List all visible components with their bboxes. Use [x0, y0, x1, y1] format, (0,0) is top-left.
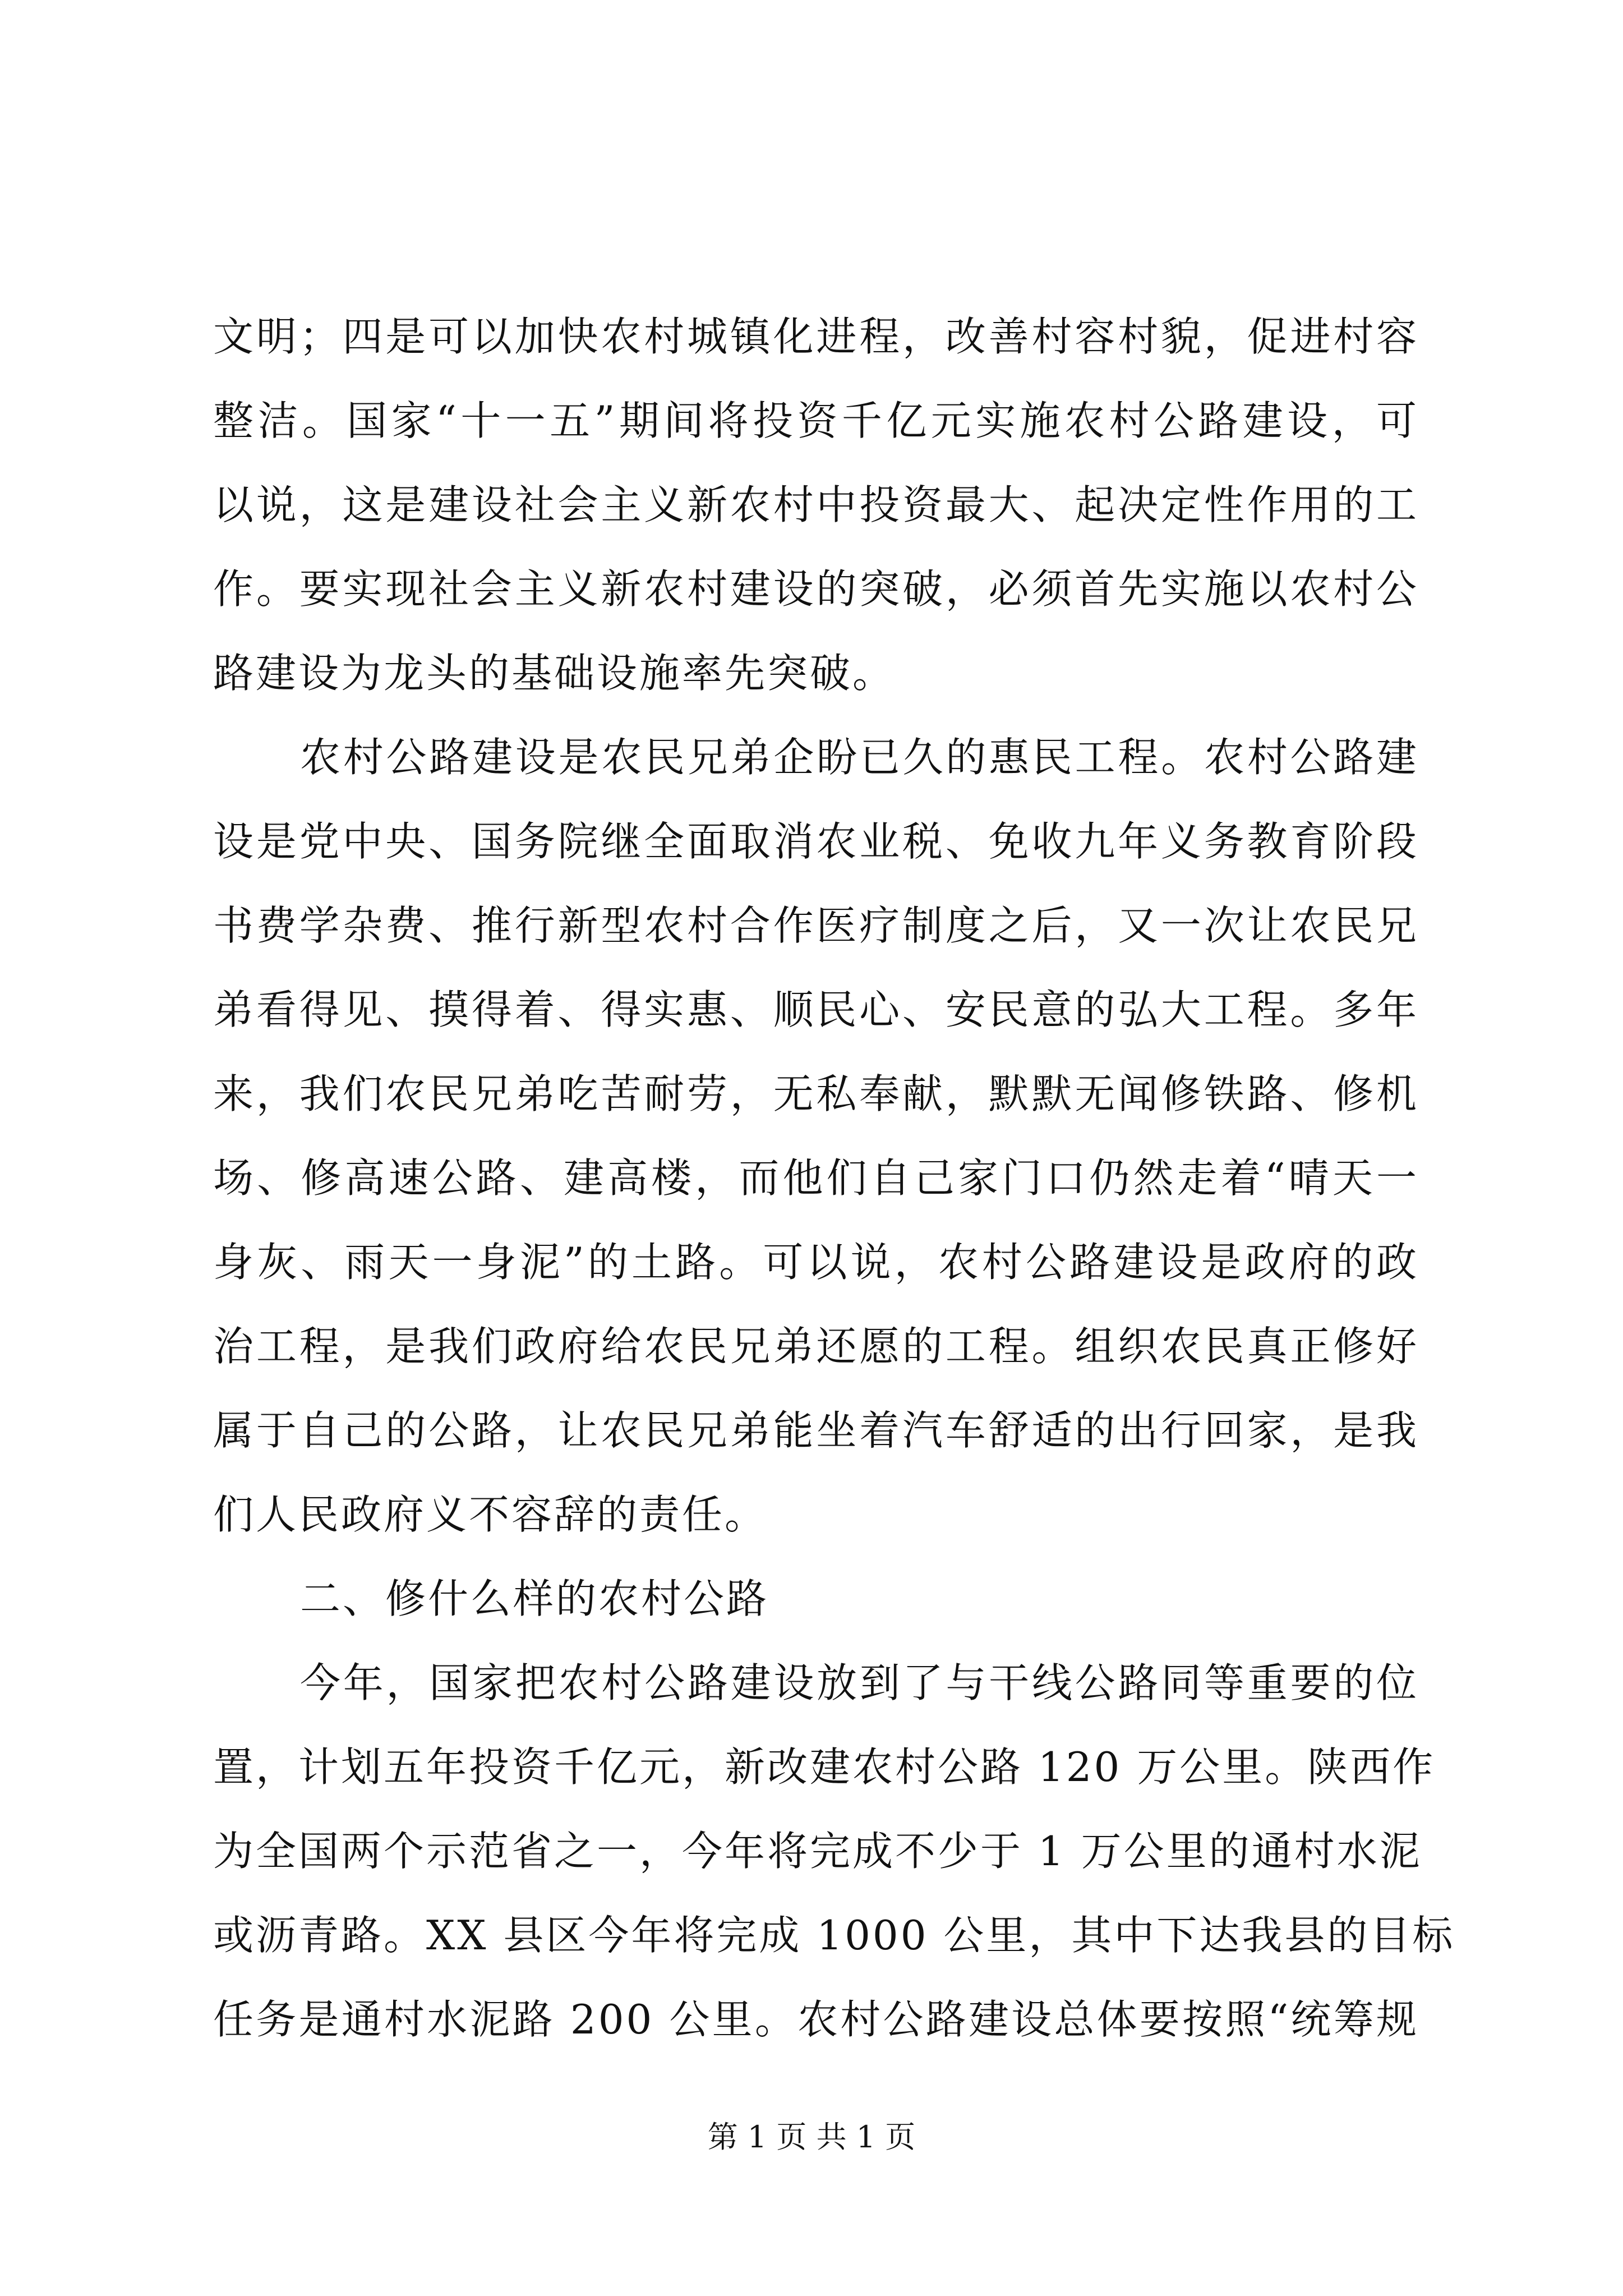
- paragraph-first-line: 农村公路建设是农民兄弟企盼已久的惠民工程。农村公路建: [300, 734, 1419, 781]
- text-line: 任务是通村水泥路 200 公里。农村公路建设总体要按照“统筹规: [213, 1996, 1419, 2043]
- text-line: 弟看得见、摸得着、得实惠、顺民心、安民意的弘大工程。多年: [213, 986, 1419, 1033]
- text-line: 书费学杂费、推行新型农村合作医疗制度之后，又一次让农民兄: [213, 902, 1419, 949]
- text-line: 作。要实现社会主义新农村建设的突破，必须首先实施以农村公: [213, 565, 1419, 613]
- text-line: 设是党中央、国务院继全面取消农业税、免收九年义务教育阶段: [213, 818, 1419, 865]
- text-line: 为全国两个示范省之一，今年将完成不少于 1 万公里的通村水泥: [213, 1828, 1422, 1875]
- text-line: 身灰、雨天一身泥”的土路。可以说，农村公路建设是政府的政: [213, 1239, 1419, 1286]
- text-line: 们人民政府义不容辞的责任。: [213, 1491, 768, 1538]
- text-line: 整洁。国家“十一五”期间将投资千亿元实施农村公路建设，可: [213, 397, 1419, 444]
- text-line: 场、修高速公路、建高楼，而他们自己家门口仍然走着“晴天一: [213, 1154, 1419, 1202]
- paragraph-first-line: 今年，国家把农村公路建设放到了与干线公路同等重要的位: [300, 1659, 1419, 1706]
- text-line: 来，我们农民兄弟吃苦耐劳，无私奉献，默默无闻修铁路、修机: [213, 1070, 1419, 1117]
- text-line: 置，计划五年投资千亿元，新改建农村公路 120 万公里。陕西作: [213, 1743, 1436, 1791]
- text-line: 以说，这是建设社会主义新农村中投资最大、起决定性作用的工: [213, 481, 1419, 528]
- section-heading: 二、修什么样的农村公路: [300, 1575, 769, 1622]
- text-line: 属于自己的公路，让农民兄弟能坐着汽车舒适的出行回家，是我: [213, 1407, 1419, 1454]
- text-line: 或沥青路。XX 县区今年将完成 1000 公里，其中下达我县的目标: [213, 1912, 1455, 1959]
- page-footer: 第 1 页 共 1 页: [707, 2119, 916, 2155]
- text-line: 路建设为龙头的基础设施率先突破。: [213, 650, 896, 697]
- text-line: 文明；四是可以加快农村城镇化进程，改善村容村貌，促进村容: [213, 313, 1419, 360]
- text-line: 治工程，是我们政府给农民兄弟还愿的工程。组织农民真正修好: [213, 1323, 1419, 1370]
